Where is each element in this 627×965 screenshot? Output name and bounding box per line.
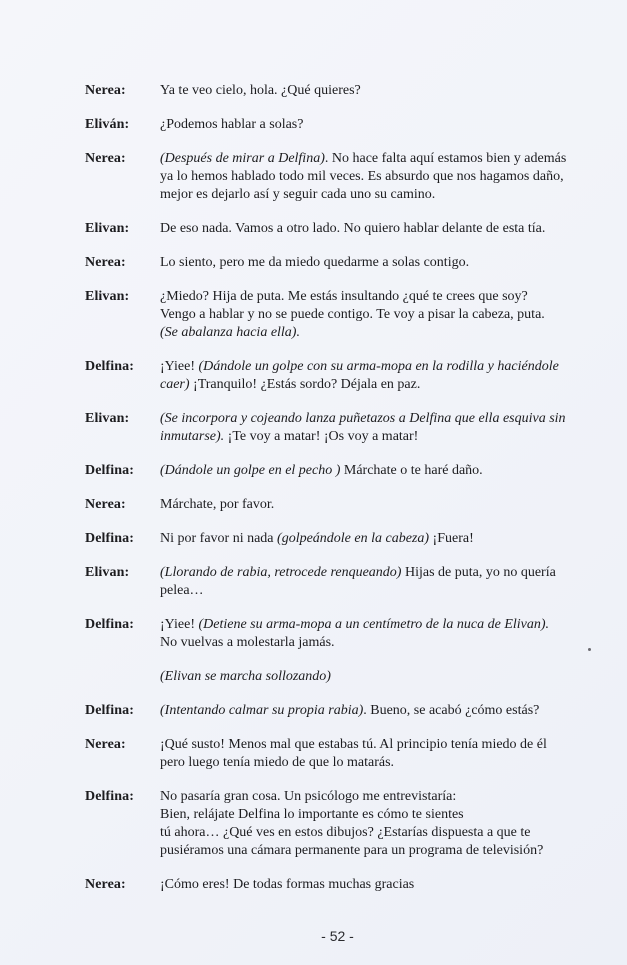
stage-direction: (Detiene su arma-mopa a un centímetro de la nuca de Elivan). [198,617,550,632]
speech-segment: ¡Yiee! [160,617,199,632]
speech-line [160,496,607,514]
dialogue-entry [85,668,607,686]
speech-text [160,876,607,894]
speech-line [160,168,607,186]
speech-line [160,616,607,634]
dialogue-entry [85,788,607,860]
speech-segment: . Bueno, se acabó ¿cómo estás? [363,703,540,718]
speech-line [160,634,607,652]
speech-line [160,220,607,238]
speech-line [160,428,607,446]
speech-line [160,116,607,134]
speech-line [160,82,607,100]
dialogue-entry [85,254,607,272]
speech-line [160,376,607,394]
speech-segment: pero luego tenía miedo de que lo matarás. [160,755,395,770]
dialogue-entry [85,736,607,772]
stage-direction: (Después de mirar a Delfina) [160,151,325,166]
dialogue-entry [85,530,607,548]
speech-line [160,306,607,324]
speech-segment: Márchate o te haré daño. [340,463,483,478]
speech-segment: Vengo a hablar y no se puede contigo. Te voy a pisar la cabeza, puta. [160,307,545,322]
speech-segment: Márchate, por favor. [160,497,275,512]
speech-segment: ya lo hemos hablado todo mil veces. Es absurdo que nos hagamos daño, [160,169,564,184]
speech-text [160,254,607,272]
speech-segment: Lo siento, pero me da miedo quedarme a solas contigo. [160,255,470,270]
speech-segment: Ni por favor ni nada [160,531,278,546]
speech-segment: ¡Qué susto! Menos mal que estabas tú. Al principio tenía miedo de él [160,737,547,752]
scan-artifact-dot [588,648,591,651]
speech-line [160,150,607,168]
speech-text [160,736,607,772]
stage-direction: (Se abalanza hacia ella). [160,325,300,340]
speech-line [160,358,607,376]
speaker-name: Delfina: [85,703,135,718]
speaker-name: Delfina: [85,359,135,374]
speech-segment: No vuelvas a molestarla jamás. [160,635,335,650]
stage-direction: (Elivan se marcha sollozando) [160,669,331,684]
speaker-name: Delfina: [85,531,135,546]
speech-text [160,496,607,514]
speaker-name: Delfina: [85,463,135,478]
stage-direction: (golpeándole en la cabeza) [277,531,430,546]
dialogue-entry [85,150,607,204]
speech-line [160,824,607,842]
speaker-name: Delfina: [85,617,135,632]
speech-segment: ¡Fuera! [429,531,474,546]
speaker-name: Nerea: [85,151,126,166]
speech-text [160,82,607,100]
speech-segment: ¿Podemos hablar a solas? [160,117,304,132]
speech-segment: pusiéramos una cámara permanente para un programa de televisión? [160,843,544,858]
speech-text [160,702,607,720]
speaker-name: Elivan: [85,289,130,304]
speaker-name: Elivan: [85,411,130,426]
speech-segment: De eso nada. Vamos a otro lado. No quiero hablar delante de esta tía. [160,221,546,236]
speech-line [160,410,607,428]
dialogue-entry [85,358,607,394]
speaker-name: Delfina: [85,789,135,804]
speech-line [160,288,607,306]
dialogue-entry [85,220,607,238]
speech-line [160,668,607,686]
stage-direction: (Se incorpora y cojeando lanza puñetazos a Delfina que ella esquiva sin [160,411,566,426]
dialogue-entry [85,496,607,514]
speech-line [160,324,607,342]
speech-segment: No pasaría gran cosa. Un psicólogo me entrevistaría: [160,789,457,804]
speech-segment: Hijas de puta, yo no quería [401,565,556,580]
dialogue-entry [85,616,607,652]
speech-line [160,806,607,824]
speech-segment: Ya te veo cielo, hola. ¿Qué quieres? [160,83,361,98]
stage-direction: inmutarse). [160,429,225,444]
speech-segment: Bien, relájate Delfina lo importante es cómo te sientes [160,807,464,822]
speech-segment: ¡Yiee! [160,359,199,374]
speech-segment: pelea… [160,583,204,598]
speech-text [160,530,607,548]
speaker-name: Nerea: [85,737,126,752]
speech-line [160,582,607,600]
page-number: - 52 - [321,928,354,944]
speech-line [160,702,607,720]
speech-line [160,876,607,894]
stage-direction: (Dándole un golpe en el pecho ) [160,463,341,478]
speech-text [160,668,607,686]
dialogue-list [85,82,607,910]
speech-line [160,462,607,480]
speech-line [160,736,607,754]
dialogue-entry [85,410,607,446]
speech-text [160,220,607,238]
dialogue-entry [85,288,607,342]
dialogue-entry [85,116,607,134]
dialogue-entry [85,876,607,894]
speech-line [160,254,607,272]
speech-line [160,530,607,548]
speech-text [160,410,607,446]
dialogue-entry [85,462,607,480]
speech-text [160,462,607,480]
speech-line [160,754,607,772]
speech-segment: ¡Te voy a matar! ¡Os voy a matar! [224,429,419,444]
speech-text [160,150,607,204]
speech-line [160,564,607,582]
speaker-name: Elivan: [85,565,130,580]
speaker-name: Nerea: [85,83,126,98]
dialogue-entry [85,564,607,600]
stage-direction: (Intentando calmar su propia rabia) [160,703,364,718]
dialogue-entry [85,82,607,100]
speaker-name: Elivan: [85,221,130,236]
speech-line [160,186,607,204]
dialogue-entry [85,702,607,720]
stage-direction: (Llorando de rabia, retrocede renqueando) [160,565,402,580]
speech-line [160,842,607,860]
speaker-name: Nerea: [85,497,126,512]
speech-text [160,358,607,394]
speaker-name: Nerea: [85,255,126,270]
speaker-name: Eliván: [85,117,130,132]
speech-segment: tú ahora… ¿Qué ves en estos dibujos? ¿Estarías dispuesta a que te [160,825,531,840]
stage-direction: caer) [160,377,190,392]
speech-text [160,616,607,652]
speech-text [160,288,607,342]
speech-segment: ¡Tranquilo! ¿Estás sordo? Déjala en paz. [189,377,421,392]
speech-segment: . No hace falta aquí estamos bien y además [324,151,567,166]
speech-segment: ¿Miedo? Hija de puta. Me estás insultando ¿qué te crees que soy? [160,289,528,304]
speech-line [160,788,607,806]
speech-segment: mejor es dejarlo así y seguir cada uno su camino. [160,187,436,202]
speaker-name: Nerea: [85,877,126,892]
speech-text [160,116,607,134]
stage-direction: (Dándole un golpe con su arma-mopa en la rodilla y haciéndole [198,359,559,374]
speech-text [160,788,607,860]
speech-text [160,564,607,600]
speech-segment: ¡Cómo eres! De todas formas muchas gracias [160,877,415,892]
